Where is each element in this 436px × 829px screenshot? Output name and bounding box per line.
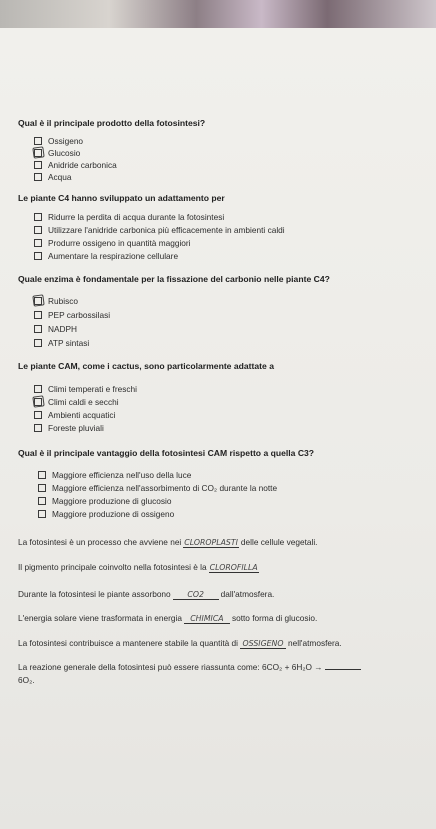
checkbox[interactable] [38,471,46,479]
checkbox[interactable] [34,385,42,393]
answer-blank[interactable]: CLOROPLASTI [184,538,238,547]
question-3: Quale enzima è fondamentale per la fissazione del carbonio nelle piante C4? [18,274,330,284]
question-4: Le piante CAM, come i cactus, sono particolarmente adattate a [18,361,274,371]
checkbox[interactable] [38,510,46,518]
q3-option-4[interactable]: ATP sintasi [34,338,89,348]
checkbox-checked[interactable] [34,297,42,305]
checkbox[interactable] [34,161,42,169]
answer-blank[interactable]: CLOROFILLA [209,563,258,572]
answer-blank[interactable]: OSSIGENO [240,639,286,649]
question-1: Qual è il principale prodotto della fotosintesi? [18,118,206,128]
fill-line-4: L'energia solare viene trasformata in energia CHIMICA sotto forma di glucosio. [18,613,318,623]
q3-option-2[interactable]: PEP carbossilasi [34,310,110,320]
checkbox[interactable] [34,311,42,319]
checkbox[interactable] [38,484,46,492]
checkbox-checked[interactable] [34,149,42,157]
q2-option-4[interactable]: Aumentare la respirazione cellulare [34,251,178,261]
checkbox[interactable] [34,424,42,432]
q2-option-2[interactable]: Utilizzare l'anidride carbonica più efficacemente in ambienti caldi [34,225,285,235]
q1-option-2[interactable]: Glucosio [34,148,80,158]
checkbox[interactable] [34,339,42,347]
q4-option-3[interactable]: Ambienti acquatici [34,410,115,420]
q4-option-4[interactable]: Foreste pluviali [34,423,104,433]
q3-option-3[interactable]: NADPH [34,324,77,334]
q2-option-1[interactable]: Ridurre la perdita di acqua durante la fotosintesi [34,212,224,222]
checkbox[interactable] [34,173,42,181]
checkbox[interactable] [34,411,42,419]
checkbox-checked[interactable] [34,398,42,406]
checkbox[interactable] [34,226,42,234]
fill-line-1: La fotosintesi è un processo che avviene nei CLOROPLASTI delle cellule vegetali. [18,537,318,547]
fill-line-5: La fotosintesi contribuisce a mantenere stabile la quantità di OSSIGENO nell'atmosfera. [18,638,342,648]
checkbox[interactable] [34,239,42,247]
question-5: Qual è il principale vantaggio della fotosintesi CAM rispetto a quella C3? [18,448,315,458]
q1-option-3[interactable]: Anidride carbonica [34,160,117,170]
q5-option-2[interactable]: Maggiore efficienza nell'assorbimento di CO₂ durante la notte [38,483,277,493]
question-2: Le piante C4 hanno sviluppato un adattamento per [18,193,225,203]
q5-option-4[interactable]: Maggiore produzione di ossigeno [38,509,174,519]
q1-option-1[interactable]: Ossigeno [34,136,83,146]
checkbox[interactable] [34,252,42,260]
q2-option-3[interactable]: Produrre ossigeno in quantità maggiori [34,238,191,248]
q4-option-2[interactable]: Climi caldi e secchi [34,397,119,407]
fill-line-2: Il pigmento principale coinvolto nella fotosintesi è la CLOROFILLA [18,562,258,572]
photo-background-top [0,0,436,30]
fill-line-6: La reazione generale della fotosintesi può essere riassunta come: 6CO₂ + 6H₂O → [18,662,363,672]
checkbox[interactable] [34,137,42,145]
answer-blank[interactable]: CO2 [173,590,219,600]
fill-line-3: Durante la fotosintesi le piante assorbono CO2 dall'atmosfera. [18,589,275,599]
checkbox[interactable] [38,497,46,505]
q5-option-3[interactable]: Maggiore produzione di glucosio [38,496,171,506]
q5-option-1[interactable]: Maggiore efficienza nell'uso della luce [38,470,191,480]
checkbox[interactable] [34,213,42,221]
checkbox[interactable] [34,325,42,333]
q1-option-4[interactable]: Acqua [34,172,72,182]
q4-option-1[interactable]: Climi temperati e freschi [34,384,137,394]
answer-blank[interactable]: CHIMICA [184,614,230,624]
fill-line-6-continued: 6O₂. [18,675,35,685]
answer-blank[interactable] [325,669,361,670]
q3-option-1[interactable]: Rubisco [34,296,78,306]
